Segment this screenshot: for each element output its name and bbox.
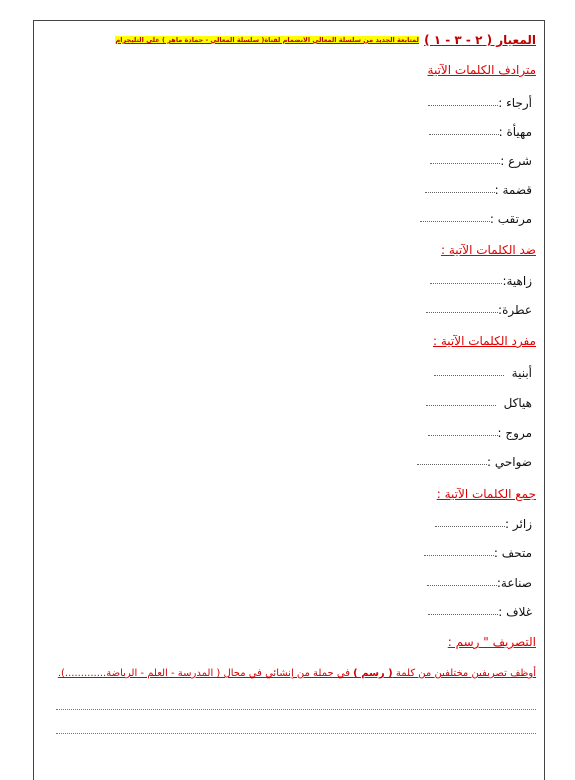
writing-line xyxy=(56,709,536,710)
item-label: زاهية: xyxy=(502,274,532,288)
answer-blank xyxy=(420,220,490,222)
synonym-item xyxy=(429,125,532,139)
answer-blank xyxy=(430,282,502,284)
item-label: مرتقب : xyxy=(489,212,532,226)
item-label: أرجاء : xyxy=(498,96,532,110)
synonym-item xyxy=(428,96,532,110)
antonym-item xyxy=(426,303,532,317)
synonym-item xyxy=(430,154,532,168)
singular-item xyxy=(426,396,532,410)
item-label: متحف : xyxy=(493,546,532,560)
answer-blank xyxy=(427,584,497,586)
answer-blank xyxy=(428,613,498,615)
item-label: عطرة: xyxy=(498,303,532,317)
section-title-synonyms: مترادف الكلمات الآتية xyxy=(427,63,536,77)
answer-blank xyxy=(429,133,499,135)
task-word: ( رسم ) xyxy=(353,668,393,679)
task-text-before: أوظف تصريفين مختلفين من كلمة xyxy=(392,668,536,679)
conjugation-task xyxy=(58,668,536,679)
standard-label: المعيار ( ٢ - ٣ - ١ ) xyxy=(424,33,536,47)
synonym-item xyxy=(425,183,532,197)
singular-item xyxy=(428,426,532,440)
antonym-item xyxy=(430,274,532,288)
answer-blank xyxy=(434,374,504,376)
answer-blank xyxy=(435,525,505,527)
answer-blank xyxy=(428,434,498,436)
plural-item xyxy=(427,576,532,590)
singular-item xyxy=(417,455,532,469)
worksheet-page xyxy=(33,20,545,780)
section-title-antonyms: ضد الكلمات الآتية : xyxy=(440,243,536,257)
answer-blank xyxy=(425,191,495,193)
item-label: مروج : xyxy=(497,426,532,440)
item-label: صناعة: xyxy=(496,576,532,590)
answer-blank xyxy=(426,404,496,406)
synonym-item xyxy=(420,212,532,226)
plural-item xyxy=(424,546,532,560)
section-title-conjugation: التصريف " رسم : xyxy=(447,635,536,649)
task-text-after: في جملة من إنشائي في مجال ( المدرسة - العلم - الرياضة.............). xyxy=(57,668,354,679)
item-label: شرع : xyxy=(500,154,532,168)
header xyxy=(42,29,536,48)
item-label: ضواحي : xyxy=(487,455,532,469)
answer-blank xyxy=(426,311,498,313)
answer-blank xyxy=(430,162,500,164)
writing-line xyxy=(56,733,536,734)
singular-item xyxy=(434,366,532,380)
item-label: أبنية xyxy=(511,366,532,380)
section-title-singulars: مفرد الكلمات الآتية : xyxy=(432,334,536,348)
answer-blank xyxy=(428,104,498,106)
item-label: مهيأة : xyxy=(498,125,532,139)
plural-item xyxy=(428,605,532,619)
item-label: قضمة : xyxy=(494,183,532,197)
item-label: غلاف : xyxy=(498,605,532,619)
answer-blank xyxy=(424,554,494,556)
plural-item xyxy=(435,517,532,531)
channel-note: لمتابعة الجديد من سلسلة المعالي الانضمام لقناة( سلسلة المعالي - حمادة ماهر ) على التليجرام xyxy=(115,36,419,44)
item-label: هياكل xyxy=(503,396,532,410)
section-title-plurals: جمع الكلمات الآتية : xyxy=(436,487,536,501)
item-label: زائر : xyxy=(505,517,532,531)
answer-blank xyxy=(417,463,487,465)
